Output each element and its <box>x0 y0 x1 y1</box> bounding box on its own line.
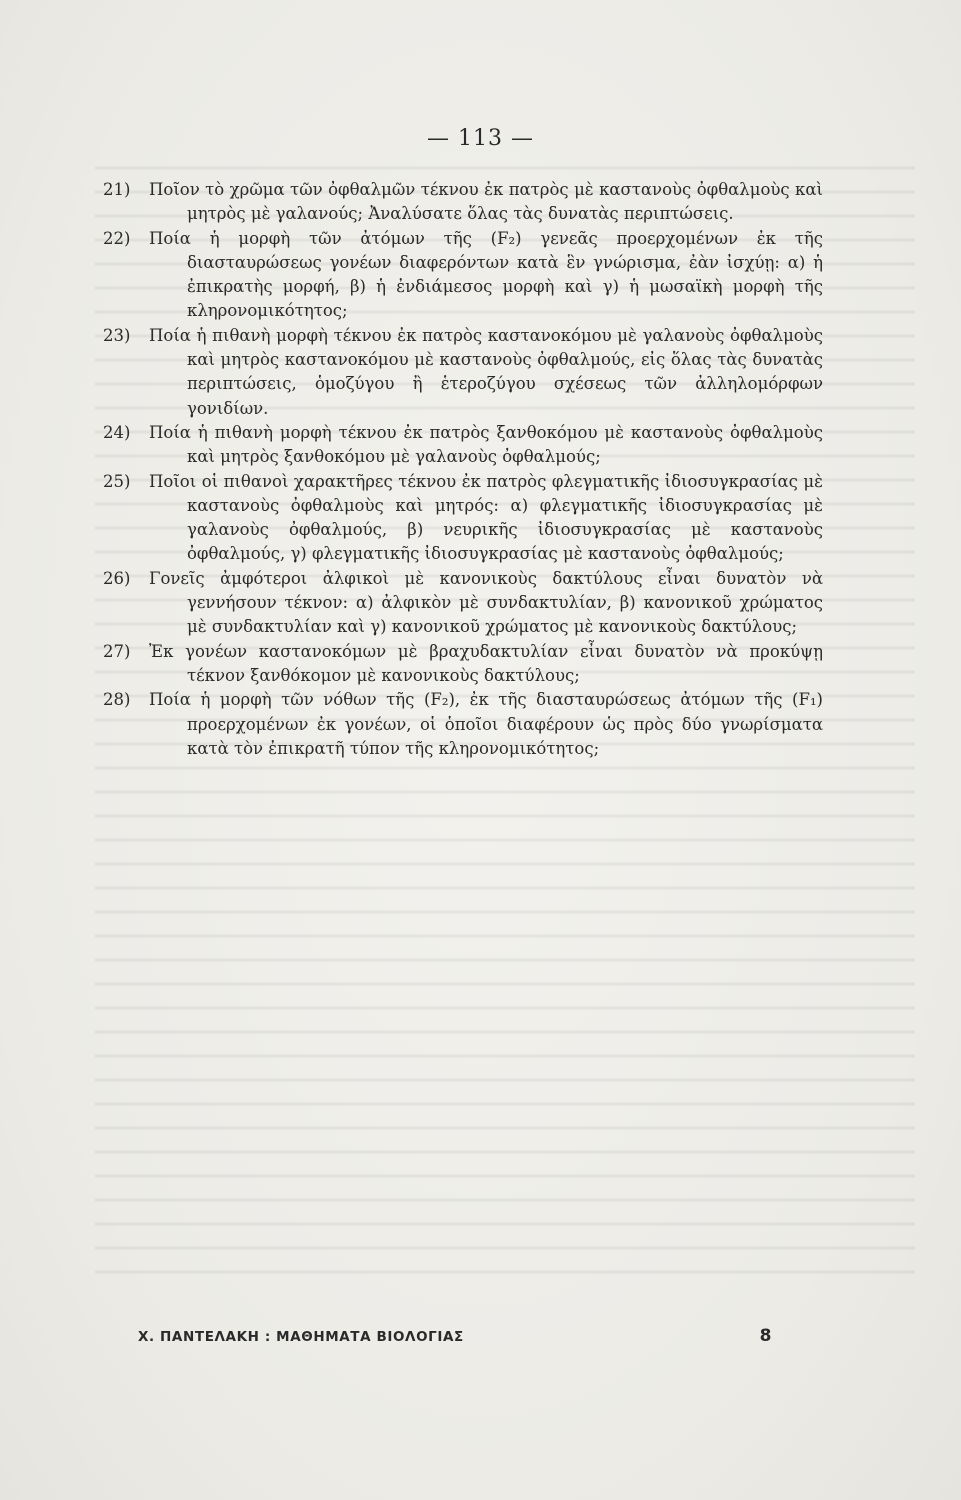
question-item: 28) Ποία ἡ μορφὴ τῶν νόθων τῆς (F₂), ἐκ τῆς διασταυρώσεως ἀτόμων τῆς (F₁) προερχομένων ἐκ γονέων, οἱ ὁποῖοι διαφέρουν ὡς πρὸς δύο γνωρίσματα κατὰ τὸν ἐπικρατῆ τύπον τῆς κληρονομικότητος; <box>103 690 823 758</box>
page-footer <box>138 1326 772 1346</box>
question-item: 23) Ποία ἡ πιθανὴ μορφὴ τέκνου ἐκ πατρὸς καστανοκόμου μὲ γαλανοὺς ὀφθαλμοὺς καὶ μητρὸς καστανοκόμου μὲ καστανοὺς ὀφθαλμούς, εἰς ὅλας τὰς δυνατὰς περιπτώσεις, ὁμοζύγου ἢ ἑτεροζύγου σχέσεως τῶν ἀλληλομόρφων γονιδίων. <box>103 325 823 418</box>
question-item: 22) Ποία ἡ μορφὴ τῶν ἀτόμων τῆς (F₂) γενεᾶς προερχομένων ἐκ τῆς διασταυρώσεως γονέων διαφερόντων κατὰ ἓν γνώρισμα, ἐὰν ἰσχύῃ: α) ἡ ἐπικρατὴς μορφή, β) ἡ ἐνδιάμεσος μορφὴ καὶ γ) ἡ μωσαϊκὴ μορφὴ τῆς κληρονομικότητος; <box>103 228 823 321</box>
question-text: Ἐκ γονέων καστανοκόμων μὲ βραχυδακτυλίαν εἶναι δυνατὸν νὰ προκύψῃ τέκνον ξανθόκομον μὲ κανονικοὺς δακτύλους; <box>149 641 823 685</box>
question-text: Ποία ἡ πιθανὴ μορφὴ τέκνου ἐκ πατρὸς ξανθοκόμου μὲ καστανοὺς ὀφθαλμοὺς καὶ μητρὸς ξανθοκόμου μὲ γαλανοὺς ὀφθαλμούς; <box>149 422 823 467</box>
question-list <box>103 178 823 761</box>
question-text: Ποῖον τὸ χρῶμα τῶν ὀφθαλμῶν τέκνου ἐκ πατρὸς μὲ καστανοὺς ὀφθαλμοὺς καὶ μητρὸς μὲ γαλανούς; Ἀναλύσατε ὅλας τὰς δυνατὰς περιπτώσεις. <box>149 180 823 224</box>
question-text: Ποία ἡ μορφὴ τῶν ἀτόμων τῆς (F₂) γενεᾶς προερχομένων ἐκ τῆς διασταυρώσεως γονέων διαφερόντων κατὰ ἓν γνώρισμα, ἐὰν ἰσχύῃ: α) ἡ ἐπικρατὴς μορφή, β) ἡ ἐνδιάμεσος μορφὴ καὶ γ) ἡ μωσαϊκὴ μορφὴ τῆς κληρονομικότητος; <box>149 228 823 321</box>
question-text: Ποία ἡ μορφὴ τῶν νόθων τῆς (F₂), ἐκ τῆς διασταυρώσεως ἀτόμων τῆς (F₁) προερχομένων ἐκ γονέων, οἱ ὁποῖοι διαφέρουν ὡς πρὸς δύο γνωρίσματα κατὰ τὸν ἐπικρατῆ τύπον τῆς κληρονομικότητος; <box>149 690 823 758</box>
question-text: Ποῖοι οἱ πιθανοὶ χαρακτῆρες τέκνου ἐκ πατρὸς φλεγματικῆς ἰδιοσυγκρασίας μὲ καστανοὺς ὀφθαλμοὺς καὶ μητρός: α) φλεγματικῆς ἰδιοσυγκρασίας μὲ γαλανοὺς ὀφθαλμούς, β) νευρικῆς ἰδιοσυγκρασίας μὲ καστανοὺς ὀφθαλμούς, γ) φλεγματικῆς ἰδιοσυγκρασίας μὲ καστανοὺς ὀφθαλμούς; <box>149 471 823 564</box>
question-item: 26) Γονεῖς ἀμφότεροι ἀλφικοὶ μὲ κανονικοὺς δακτύλους εἶναι δυνατὸν νὰ γεννήσουν τέκνον: α) ἀλφικὸν μὲ συνδακτυλίαν, β) κανονικοῦ χρώματος μὲ συνδακτυλίαν καὶ γ) κανονικοῦ χρώματος μὲ κανονικοὺς δακτύλους; <box>103 568 823 637</box>
page-number: — 113 — <box>427 126 534 151</box>
question-item: 27) Ἐκ γονέων καστανοκόμων μὲ βραχυδακτυλίαν εἶναι δυνατὸν νὰ προκύψῃ τέκνον ξανθόκομον μὲ κανονικοὺς δακτύλους; <box>103 641 823 685</box>
footer-sheet-number: 8 <box>759 1326 772 1346</box>
question-item: 24) Ποία ἡ πιθανὴ μορφὴ τέκνου ἐκ πατρὸς ξανθοκόμου μὲ καστανοὺς ὀφθαλμοὺς καὶ μητρὸς ξανθοκόμου μὲ γαλανοὺς ὀφθαλμούς; <box>103 422 823 467</box>
question-text: Ποία ἡ πιθανὴ μορφὴ τέκνου ἐκ πατρὸς καστανοκόμου μὲ γαλανοὺς ὀφθαλμοὺς καὶ μητρὸς καστανοκόμου μὲ καστανοὺς ὀφθαλμούς, εἰς ὅλας τὰς δυνατὰς περιπτώσεις, ὁμοζύγου ἢ ἑτεροζύγου σχέσεως τῶν ἀλληλομόρφων γονιδίων. <box>149 325 823 418</box>
question-text: Γονεῖς ἀμφότεροι ἀλφικοὶ μὲ κανονικοὺς δακτύλους εἶναι δυνατὸν νὰ γεννήσουν τέκνον: α) ἀλφικὸν μὲ συνδακτυλίαν, β) κανονικοῦ χρώματος μὲ συνδακτυλίαν καὶ γ) κανονικοῦ χρώματος μὲ κανονικοὺς δακτύλους; <box>149 568 823 637</box>
question-item: 21) Ποῖον τὸ χρῶμα τῶν ὀφθαλμῶν τέκνου ἐκ πατρὸς μὲ καστανοὺς ὀφθαλμοὺς καὶ μητρὸς μὲ γαλανούς; Ἀναλύσατε ὅλας τὰς δυνατὰς περιπτώσεις. <box>103 180 823 224</box>
footer-title: Χ. ΠΑΝΤΕΛΑΚΗ : ΜΑΘΗΜΑΤΑ ΒΙΟΛΟΓΙΑΣ <box>138 1329 464 1345</box>
question-item: 25) Ποῖοι οἱ πιθανοὶ χαρακτῆρες τέκνου ἐκ πατρὸς φλεγματικῆς ἰδιοσυγκρασίας μὲ καστανοὺς ὀφθαλμοὺς καὶ μητρός: α) φλεγματικῆς ἰδιοσυγκρασίας μὲ γαλανοὺς ὀφθαλμούς, β) νευρικῆς ἰδιοσυγκρασίας μὲ καστανοὺς ὀφθαλμούς, γ) φλεγματικῆς ἰδιοσυγκρασίας μὲ καστανοὺς ὀφθαλμούς; <box>103 471 823 564</box>
